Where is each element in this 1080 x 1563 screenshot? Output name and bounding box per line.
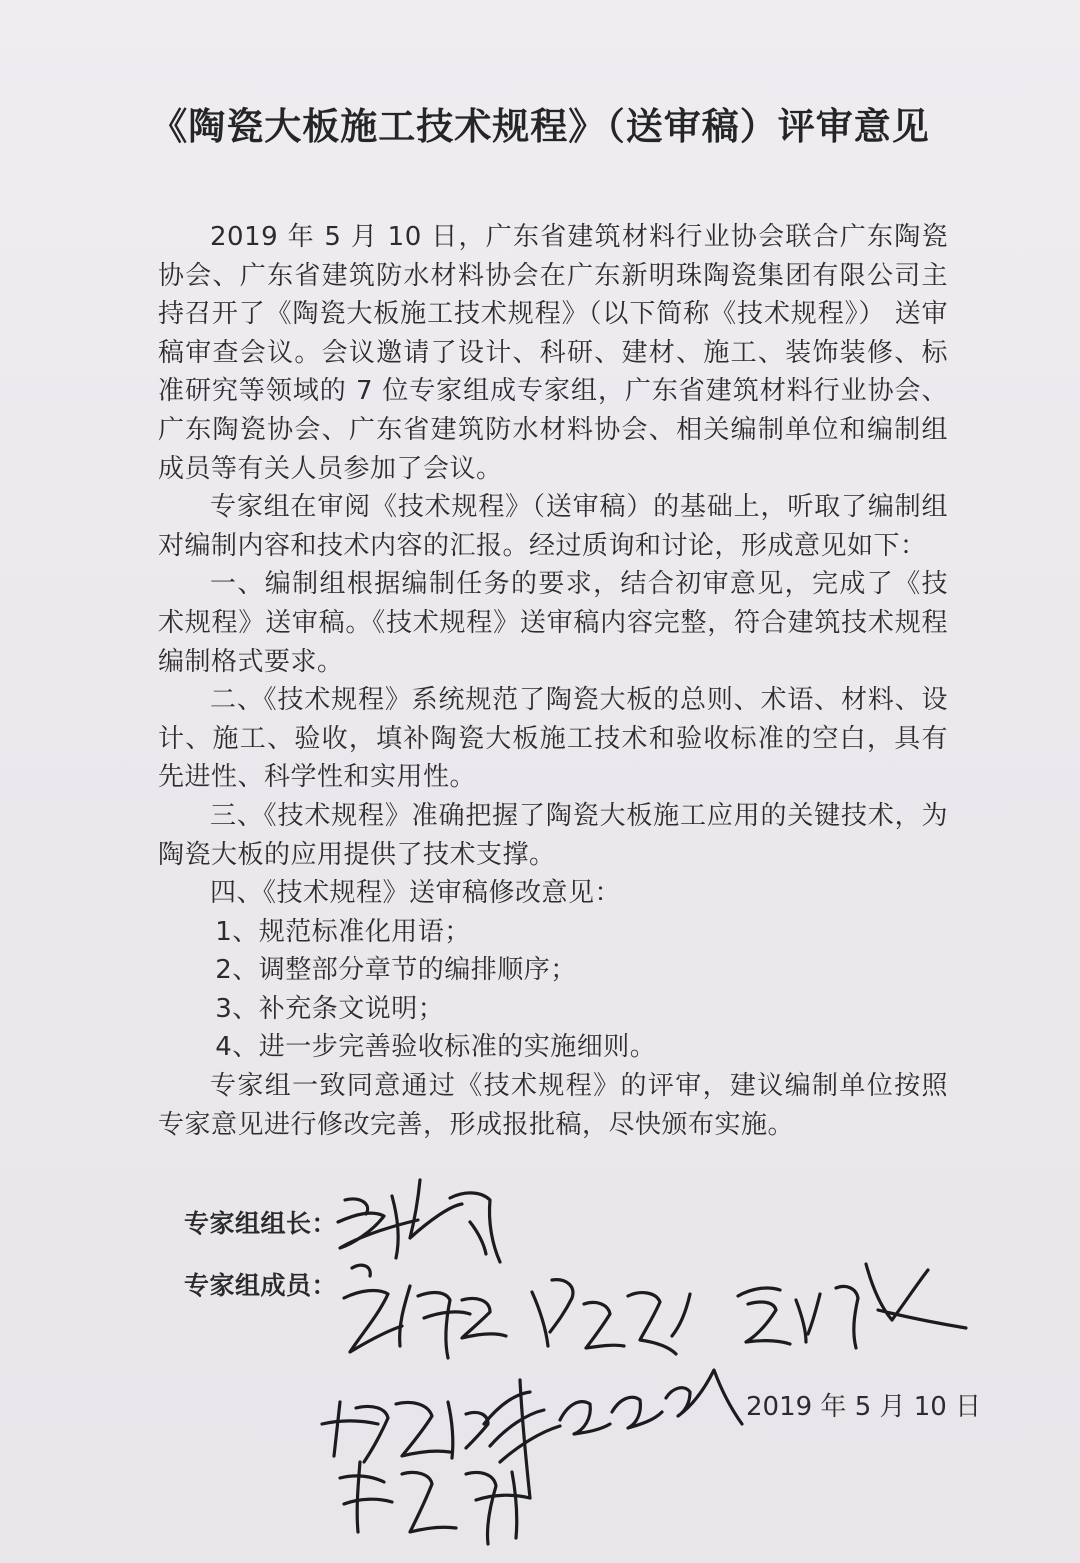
leader-label: 专家组组长： [184, 1209, 338, 1238]
paragraph-conclusion: 专家组一致同意通过《技术规程》的评审，建议编制单位按照专家意见进行修改完善，形成报批稿，尽快颁布实施。 [158, 1071, 948, 1140]
paragraph-intro: 2019 年 5 月 10 日，广东省建筑材料行业协会联合广东陶瓷协会、广东省建筑防水材料协会在广东新明珠陶瓷集团有限公司主持召开了《陶瓷大板施工技术规程》（以下简称《技术规程》） 送审稿审查会议。会议邀请了设计、科研、建材、施工、装饰装修、标准研究等领域的 7 位专家组成专家组，广东省建筑材料行业协会、广东陶瓷协会、广东省建筑防水材料协会、相关编制单位和编制组成员等有关人员参加了会议。 [158, 222, 948, 484]
member-signature-1 [344, 1265, 506, 1358]
revision-item-2: 2、调整部分章节的编排顺序； [215, 955, 577, 986]
revision-item-3: 3、补充条文说明； [215, 993, 445, 1024]
opinion-3: 三、《技术规程》准确把握了陶瓷大板施工应用的关键技术，为陶瓷大板的应用提供了技术支撑。 [158, 800, 948, 870]
revision-item-1: 1、规范标准化用语； [215, 916, 471, 947]
member-signature-2 [532, 1280, 690, 1354]
member-signature-6 [484, 1370, 742, 1498]
member-signature-5 [340, 1462, 530, 1544]
revision-item-4: 4、进一步完善验收标准的实施细则。 [215, 1032, 657, 1063]
document-body [158, 218, 948, 1144]
document-title: 《陶瓷大板施工技术规程》（送审稿）评审意见 [150, 105, 930, 148]
opinion-4: 四、《技术规程》送审稿修改意见： [210, 878, 622, 909]
paragraph-review: 专家组在审阅《技术规程》（送审稿）的基础上，听取了编制组对编制内容和技术内容的汇报。经过质询和讨论，形成意见如下： [158, 492, 948, 561]
opinion-1: 一、编制组根据编制任务的要求，结合初审意见，完成了《技术规程》送审稿。《技术规程》送审稿内容完整，符合建筑技术规程编制格式要求。 [158, 569, 948, 677]
member-signature-3 [738, 1264, 966, 1348]
members-label: 专家组成员： [184, 1271, 338, 1300]
member-signature-4 [322, 1402, 488, 1462]
opinion-2: 二、《技术规程》系统规范了陶瓷大板的总则、术语、材料、设计、施工、验收，填补陶瓷大板施工技术和验收标准的空白，具有先进性、科学性和实用性。 [158, 685, 948, 793]
leader-signature [338, 1180, 500, 1262]
document-date: 2019 年 5 月 10 日 [746, 1392, 982, 1422]
